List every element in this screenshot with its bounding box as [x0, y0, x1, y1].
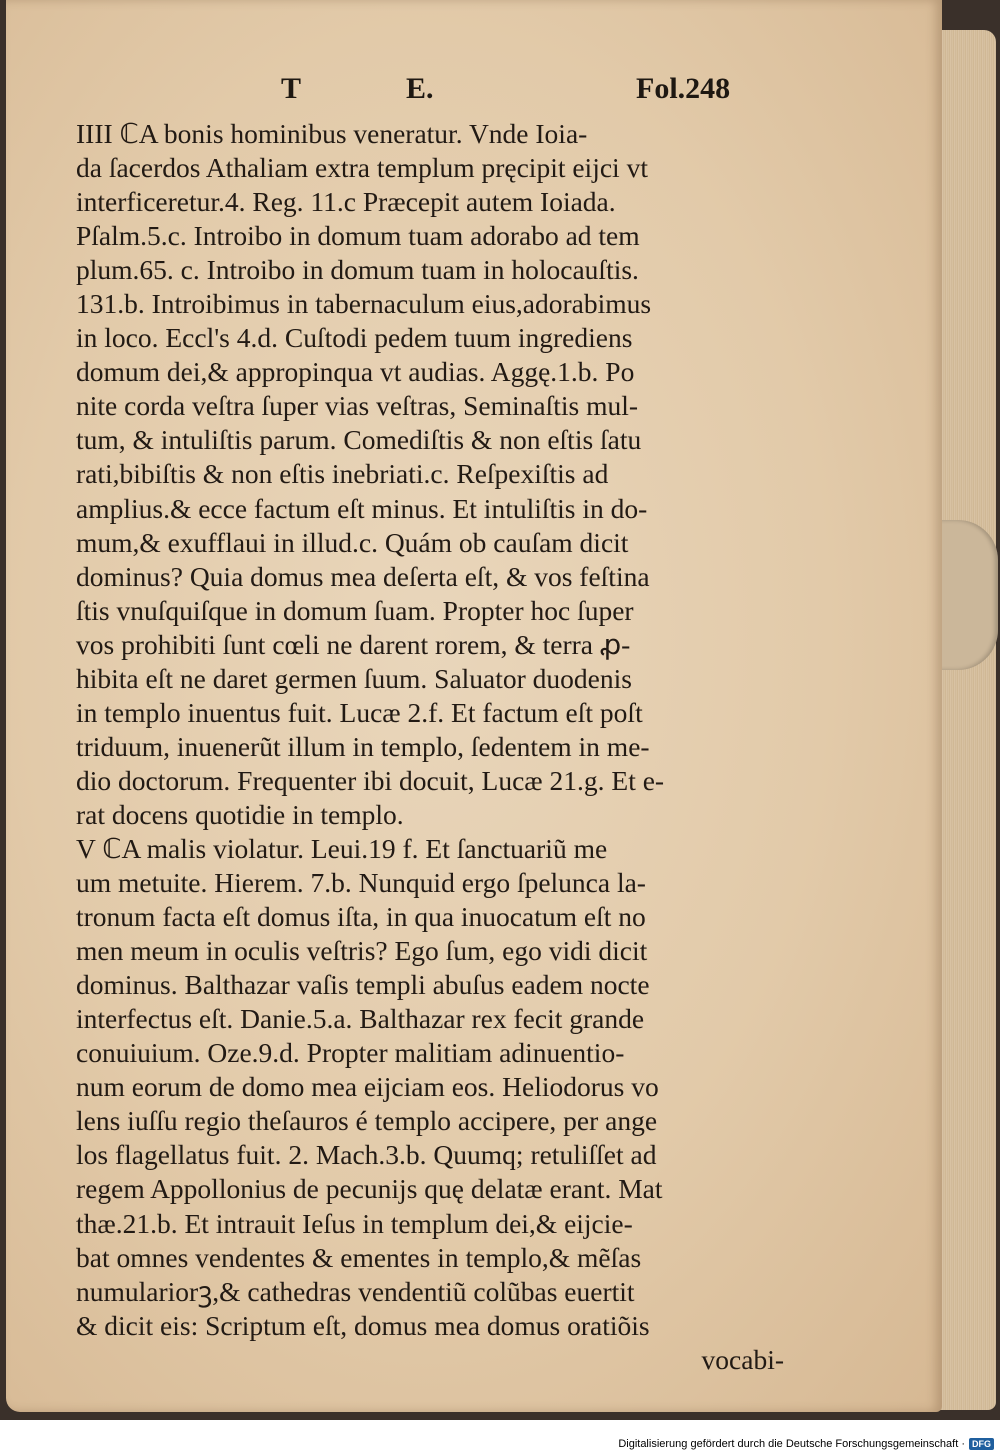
text-line: nite corda veſtra ſuper vias veſtras, Seminaſtis mul-: [76, 390, 639, 422]
text-line: interfectus eſt. Danie.5.a. Balthazar rex fecit grande: [76, 1003, 645, 1035]
text-line: Pſalm.5.c. Introibo in domum tuam adorabo ad tem: [76, 220, 640, 252]
page-tab: [940, 520, 998, 670]
header-left: T: [281, 72, 302, 105]
text-line: bat omnes vendentes & ementes in templo,& mẽſas: [76, 1241, 642, 1273]
text-line: numulariorꝫ,& cathedras vendentiũ colũbas euertit: [76, 1275, 635, 1307]
text-line: interficeretur.4. Reg. 11.c Præcepit autem Ioiada.: [76, 186, 616, 218]
text-line: mum,& exufflaui in illud.c. Quám ob cauſam dicit: [76, 526, 629, 558]
text-line: thæ.21.b. Et intrauit Ieſus in templum dei,& eijcie-: [76, 1207, 633, 1239]
text-line: men meum in oculis veſtris? Ego ſum, ego vidi dicit: [76, 935, 648, 967]
text-line: vos prohibiti ſunt cœli ne darent rorem, & terra ꝓ-: [76, 628, 631, 660]
text-line: num eorum de domo mea eijciam eos. Heliodorus vo: [76, 1071, 659, 1103]
text-line: tum, & intuliſtis parum. Comediſtis & non eſtis ſatu: [76, 424, 642, 456]
page-edges: [940, 30, 996, 1410]
text-line: dominus. Balthazar vaſis templi abuſus eadem nocte: [76, 969, 650, 1001]
book-page: [6, 0, 942, 1412]
text-line: conuiuium. Oze.9.d. Propter malitiam adinuentio-: [76, 1037, 625, 1069]
text-line: regem Appollonius de pecunijs quę delatæ erant. Mat: [76, 1173, 663, 1205]
folio-number: Fol.248: [636, 72, 731, 105]
header-middle: E.: [406, 72, 434, 105]
text-line: plum.65. c. Introibo in domum tuam in holocauſtis.: [76, 254, 639, 286]
dfg-logo: DFG: [969, 1438, 994, 1450]
text-line: rat docens quotidie in templo.: [76, 798, 404, 830]
text-line: 131.b. Introibimus in tabernaculum eius,adorabimus: [76, 288, 652, 320]
text-line: um metuite. Hierem. 7.b. Nunquid ergo ſpelunca la-: [76, 867, 646, 899]
text-line: domum dei,& appropinqua vt audias. Aggę.1.b. Po: [76, 356, 635, 388]
text-line: tronum facta eſt domus iſta, in qua inuocatum eſt no: [76, 901, 646, 933]
text-line: ſtis vnuſquiſque in domum ſuam. Propter hoc ſuper: [76, 594, 634, 626]
text-line: in templo inuentus fuit. Lucæ 2.f. Et factum eſt poſt: [76, 696, 643, 728]
text-line: hibita eſt ne daret germen ſuum. Saluator duodenis: [76, 662, 632, 694]
text-line: & dicit eis: Scriptum eſt, domus mea domus oratiõis: [76, 1309, 650, 1341]
text-line: dio doctorum. Frequenter ibi docuit, Lucæ 21.g. Et e-: [76, 764, 665, 796]
text-line: triduum, inuenerũt illum in templo, ſedentem in me-: [76, 730, 650, 762]
text-line: rati,bibiſtis & non eſtis inebriati.c. Reſpexiſtis ad: [76, 458, 609, 490]
text-line: in loco. Eccl's 4.d. Cuſtodi pedem tuum ingrediens: [76, 322, 633, 354]
running-header: [6, 72, 942, 112]
text-line: amplius.& ecce factum eſt minus. Et intuliſtis in do-: [76, 492, 648, 524]
text-line: da ſacerdos Athaliam extra templum pręcipit eijci vt: [76, 152, 648, 184]
credit-text: Digitalisierung gefördert durch die Deutsche Forschungsgemeinschaft ·: [618, 1438, 965, 1450]
text-line: V ℂA malis violatur. Leui.19 f. Et ſanctuariũ me: [76, 832, 608, 864]
body-text: [76, 117, 796, 1377]
catchword: vocabi-: [701, 1343, 784, 1375]
text-line: IIII ℂA bonis hominibus veneratur. Vnde Ioia-: [76, 118, 588, 149]
text-line: los flagellatus fuit. 2. Mach.3.b. Quumq; retuliſſet ad: [76, 1139, 657, 1171]
text-line: lens iuſſu regio theſauros é templo accipere, per ange: [76, 1105, 658, 1137]
text-line: dominus? Quia domus mea deſerta eſt, & vos feſtina: [76, 560, 650, 592]
digitization-credit: [618, 1438, 994, 1450]
